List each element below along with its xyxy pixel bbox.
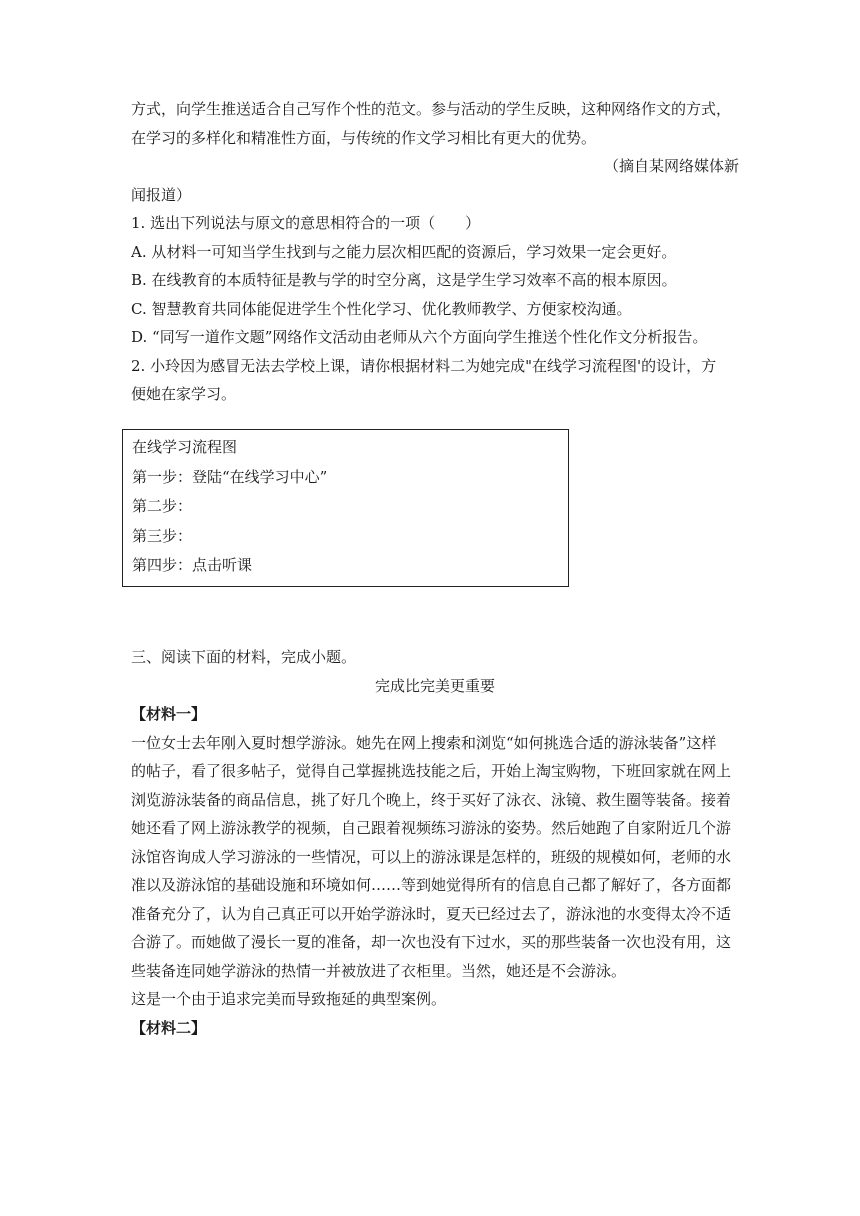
question-1-option-d: D. “同写一道作文题”网络作文活动由老师从六个方面向学生推送个性化作文分析报告。 xyxy=(131,328,708,346)
article-title: 完成比完美更重要 xyxy=(374,676,495,695)
material-1-line: 些装备连同她学游泳的热情一并被放进了衣柜里。当然，她还是不会游泳。 xyxy=(131,961,627,980)
material-1-line: 准备充分了，认为自己真正可以开始学游泳时，夏天已经过去了，游泳池的水变得太冷不适 xyxy=(131,904,732,923)
material-1-line: 准以及游泳馆的基础设施和环境如何……等到她觉得所有的信息自己都了解好了，各方面都 xyxy=(131,876,732,894)
material-1-line: 一位女士去年刚入夏时想学游泳。她先在网上搜索和浏览“如何挑选合适的游泳装备”这样 xyxy=(131,733,717,752)
question-1-option-b: B. 在线教育的本质特征是教与学的时空分离，这是学生学习效率不高的根本原因。 xyxy=(131,271,677,289)
material-1-line: 浏览游泳装备的商品信息，挑了好几个晚上，终于买好了泳衣、泳镜、救生圈等装备。接着 xyxy=(131,790,732,809)
question-1-option-c: C. 智慧教育共同体能促进学生个性化学习、优化教师教学、方便家校沟通。 xyxy=(131,299,632,318)
source-citation: （摘自某网络媒体新 xyxy=(603,157,739,175)
passage-line: 在学习的多样化和精准性方面，与传统的作文学习相比有更大的优势。 xyxy=(131,128,597,147)
section-3 xyxy=(131,643,739,1042)
source-citation-cont: 闻报道） xyxy=(131,185,192,204)
upper-text-block xyxy=(131,95,739,409)
question-2-line: 便她在家学习。 xyxy=(131,385,237,403)
section-heading: 三、阅读下面的材料，完成小题。 xyxy=(131,648,357,666)
material-1-line: 合游了。而她做了漫长一夏的准备，却一次也没有下过水，买的那些装备一次也没有用，这 xyxy=(131,933,732,951)
material-2-label: 【材料二】 xyxy=(131,1018,207,1037)
question-2-line: 2. 小玲因为感冒无法去学校上课，请你根据材料二为她完成"在线学习流程图'的设计，方 xyxy=(131,356,717,375)
passage-line: 方式，向学生推送适合自己写作个性的范文。参与活动的学生反映，这种网络作文的方式， xyxy=(131,100,732,118)
question-1-stem: 1. 选出下列说法与原文的意思相符合的一项（ ） xyxy=(131,214,481,232)
flowchart-step-1: 第一步：登陆“在线学习中心” xyxy=(132,467,328,486)
flowchart-title: 在线学习流程图 xyxy=(132,438,238,456)
material-1-line: 她还看了网上游泳教学的视频，自己跟着视频练习游泳的姿势。然后她跑了自家附近几个游 xyxy=(131,819,732,837)
flowchart-box xyxy=(122,429,569,587)
flowchart-step-2: 第二步： xyxy=(132,497,193,515)
question-1-option-a: A. 从材料一可知当学生找到与之能力层次相匹配的资源后，学习效果一定会更好。 xyxy=(131,242,677,261)
flowchart-step-3: 第三步： xyxy=(132,526,193,545)
material-1-line: 的帖子，看了很多帖子，觉得自己掌握挑选技能之后，开始上淘宝购物，下班回家就在网上 xyxy=(131,762,732,780)
material-1-line: 泳馆咨询成人学习游泳的一些情况，可以上的游泳课是怎样的，班级的规模如何，老师的水 xyxy=(131,847,732,866)
conclusion-line: 这是一个由于追求完美而导致拖延的典型案例。 xyxy=(131,990,447,1008)
flowchart-step-4: 第四步：点击听课 xyxy=(132,556,253,574)
material-1-label: 【材料一】 xyxy=(131,705,207,723)
